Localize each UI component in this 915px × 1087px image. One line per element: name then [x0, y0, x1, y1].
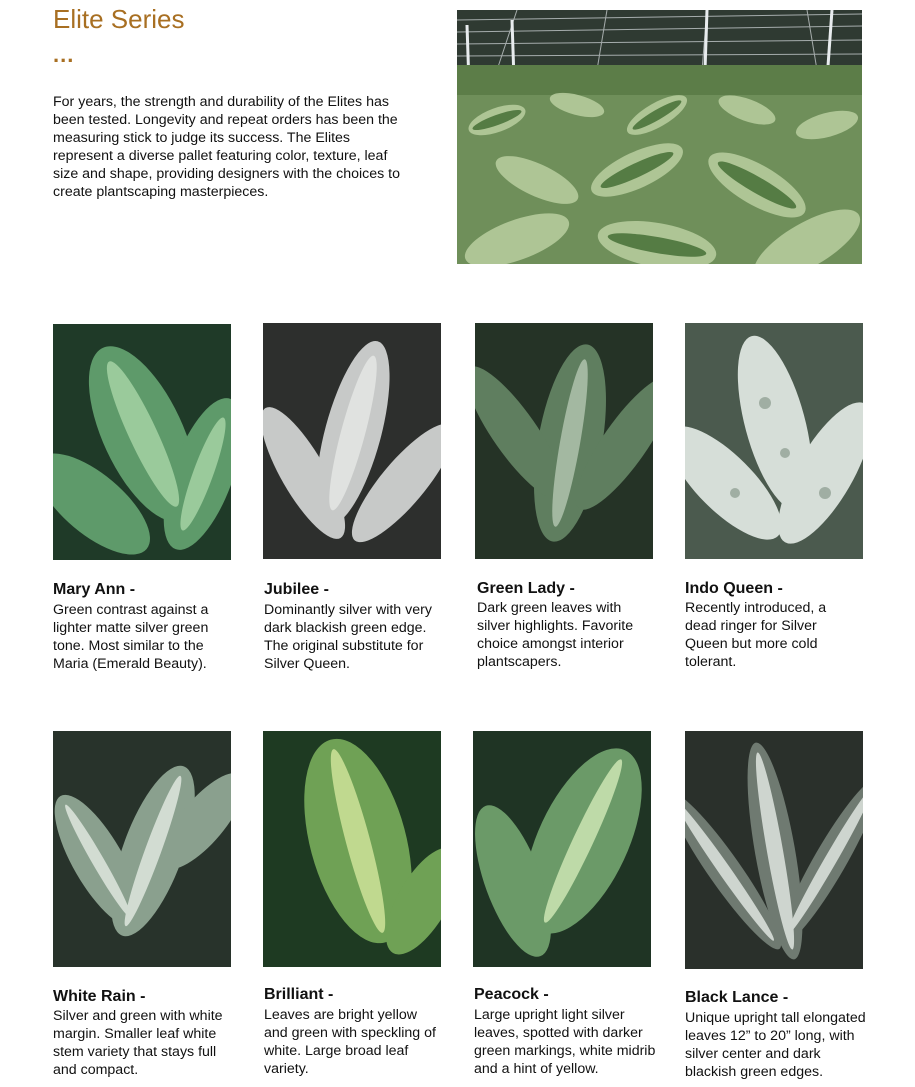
variety-description: Silver and green with white margin. Smaller leaf white stem variety that stays full and compact. — [53, 1008, 223, 1078]
variety-description: Unique upright tall elongated leaves 12” to 20” long, with silver center and dark blackish green edges. — [685, 1010, 866, 1080]
intro-paragraph: For years, the strength and durability of the Elites has been tested. Longevity and repeat orders has been the measuring stick to judge its success. The Elites represent a diverse pallet featuring color, texture, leaf size and shape, providing designers with the choices to create plantscaping masterpieces. — [53, 94, 401, 200]
title-ornament: ... — [53, 42, 75, 67]
variety-description: Large upright light silver leaves, spotted with darker green markings, white midrib and a hint of yellow. — [474, 1007, 656, 1077]
page-title: Elite Series — [53, 4, 185, 34]
variety-name: Mary Ann - — [53, 581, 136, 598]
variety-description: Dominantly silver with very dark blackish green edge. The original substitute for Silver Queen. — [264, 602, 432, 672]
jubilee-photo — [263, 323, 441, 559]
black-lance-photo — [685, 731, 863, 969]
peacock-photo — [473, 731, 651, 967]
variety-name: Jubilee - — [264, 581, 329, 598]
variety-name: Peacock - — [474, 986, 549, 1003]
variety-description: Leaves are bright yellow and green with speckling of white. Large broad leaf variety. — [264, 1007, 436, 1077]
indo-queen-photo — [685, 323, 863, 559]
variety-name: Green Lady - — [477, 580, 575, 597]
greenhouse-photo — [457, 10, 862, 264]
brilliant-photo — [263, 731, 441, 967]
white-rain-photo — [53, 731, 231, 967]
variety-name: Indo Queen - — [685, 580, 783, 597]
variety-description: Dark green leaves with silver highlights. Favorite choice amongst interior plantscapers. — [477, 600, 634, 670]
green-lady-photo — [475, 323, 653, 559]
variety-name: Black Lance - — [685, 989, 789, 1006]
variety-name: White Rain - — [53, 988, 146, 1005]
variety-name: Brilliant - — [264, 986, 334, 1003]
variety-description: Recently introduced, a dead ringer for Silver Queen but more cold tolerant. — [685, 600, 827, 670]
variety-description: Green contrast against a lighter matte silver green tone. Most similar to the Maria (Emerald Beauty). — [53, 602, 209, 672]
mary-ann-photo — [53, 324, 231, 560]
